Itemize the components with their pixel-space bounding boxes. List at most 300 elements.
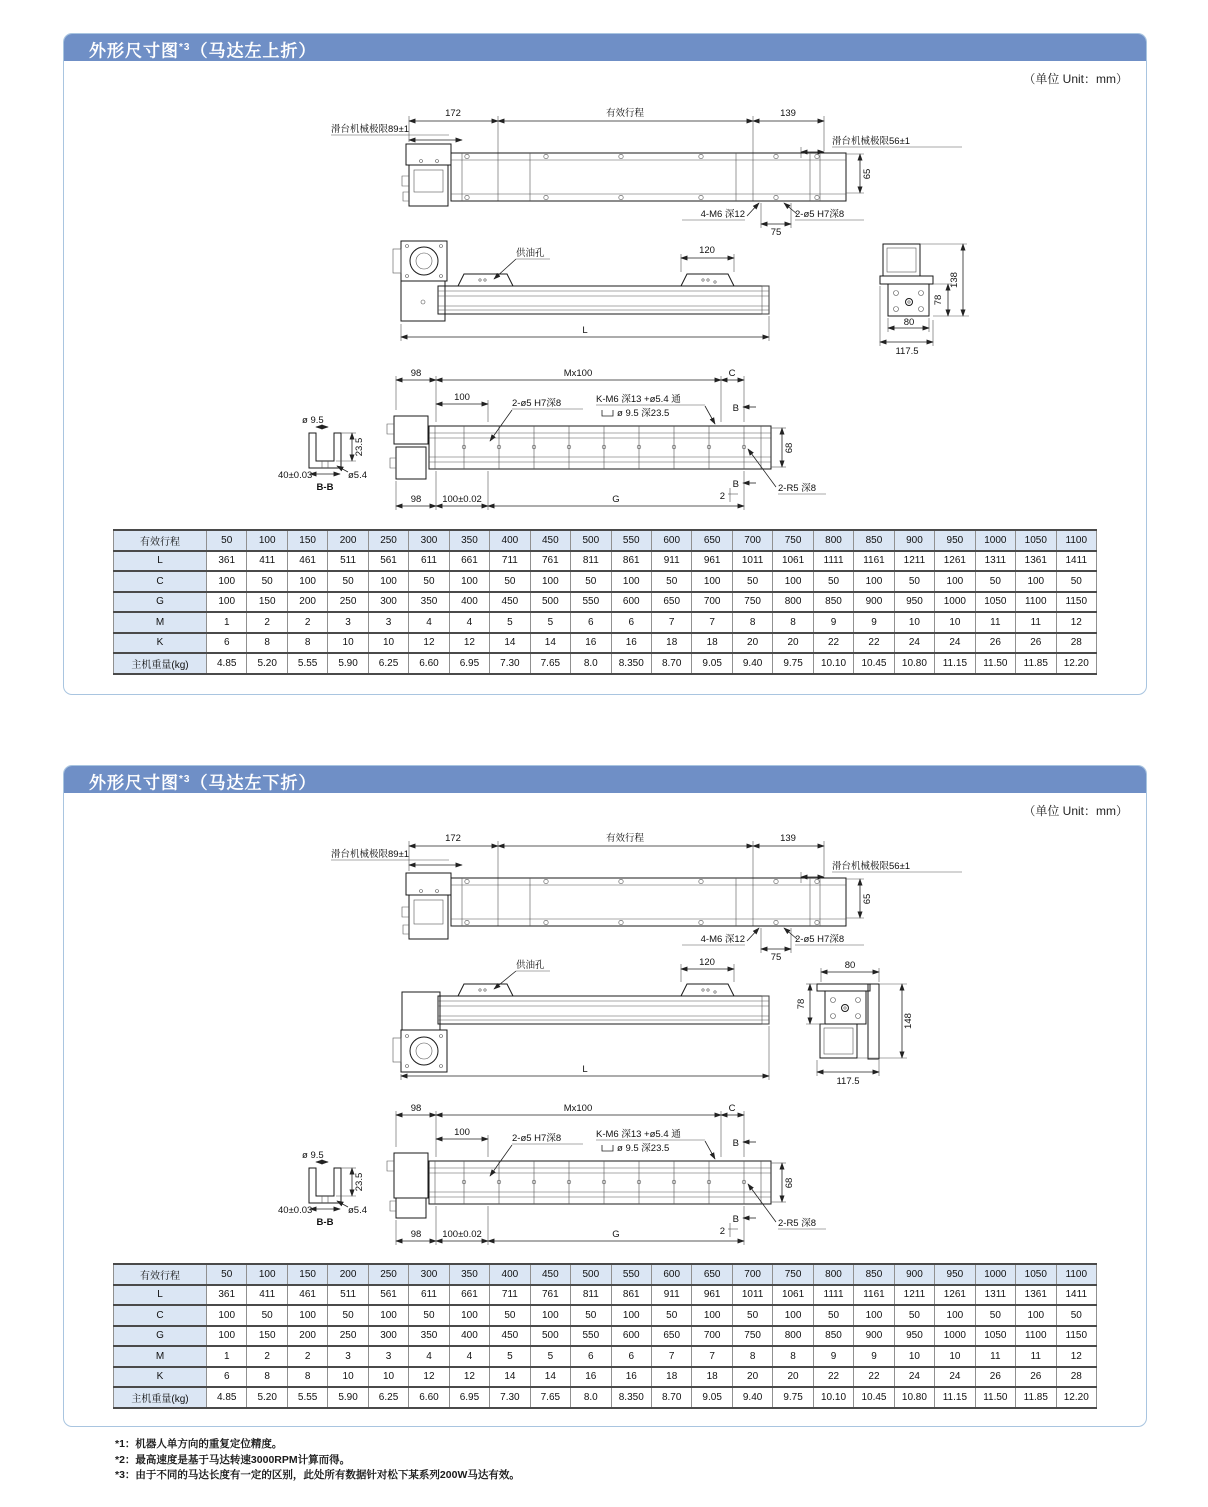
section-title [64, 34, 1146, 61]
footnote-1: *1：机器人单方向的重复定位精度。 [115, 1438, 283, 1450]
value-cell: 50 [571, 571, 611, 592]
stroke-value-cell: 850 [854, 1264, 894, 1285]
stroke-value-cell: 950 [935, 530, 975, 551]
dimension-table-wrap [113, 529, 1097, 675]
value-cell: 8 [773, 1346, 813, 1367]
stroke-value-cell: 950 [935, 1264, 975, 1285]
rail-body [429, 1161, 771, 1204]
row-label-cell: 主机重量(kg) [114, 1387, 207, 1408]
label-km6: K-M6 深13 +ø5.4 通 [596, 394, 681, 405]
value-cell: 1100 [1016, 1326, 1056, 1347]
footnote-3: *3：由于不同的马达长度有一定的区别，此处所有数据针对松下某系列200W马达有效。 [115, 1469, 520, 1481]
rail-body [429, 426, 771, 469]
value-cell: 8 [287, 633, 327, 654]
value-cell: 50 [651, 571, 691, 592]
value-cell: 8.0 [571, 1387, 611, 1408]
value-cell: 6 [611, 1346, 651, 1367]
value-cell: 18 [651, 1367, 691, 1388]
value-cell: 14 [530, 1367, 570, 1388]
value-cell: 450 [490, 592, 530, 613]
value-cell: 50 [813, 571, 853, 592]
value-cell: 8.70 [651, 653, 691, 674]
value-cell: 14 [490, 633, 530, 654]
bottom-view-drawing [64, 366, 1146, 516]
section-title-variant: （马达左下折） [190, 773, 317, 793]
value-cell: 650 [651, 592, 691, 613]
value-cell: 10.80 [894, 653, 934, 674]
value-cell: 811 [571, 551, 611, 572]
dim-phi9-5: ø 9.5 [302, 1150, 324, 1161]
value-cell: 22 [813, 633, 853, 654]
unit-label: （单位 Unit：mm） [1023, 804, 1128, 818]
value-cell: 100 [1016, 571, 1056, 592]
dim-78: 78 [933, 294, 944, 306]
dim-139: 139 [780, 108, 796, 119]
value-cell: 561 [368, 551, 408, 572]
label-counterbore: ø 9.5 深23.5 [617, 408, 670, 419]
value-cell: 50 [247, 571, 287, 592]
dim-phi9-5: ø 9.5 [302, 415, 324, 426]
label-limit-left: 滑台机械极限89±1 [331, 849, 410, 860]
dim-80: 80 [903, 317, 915, 328]
dim-stroke: 有效行程 [605, 833, 645, 844]
value-cell: 711 [490, 1285, 530, 1306]
section-title-variant: （马达左上折） [190, 41, 317, 61]
stroke-value-cell: 750 [773, 1264, 813, 1285]
dim-148: 148 [903, 1013, 914, 1029]
stroke-value-cell: 500 [571, 530, 611, 551]
value-cell: 10 [328, 633, 368, 654]
value-cell: 1011 [732, 551, 772, 572]
bb-section-view [278, 1150, 367, 1228]
value-cell: 1061 [773, 551, 813, 572]
value-cell: 2 [247, 1346, 287, 1367]
label-2phi5: 2-ø5 H7深8 [512, 1133, 562, 1144]
stroke-value-cell: 350 [449, 530, 489, 551]
value-cell: 1411 [1056, 1285, 1096, 1306]
dim-G: G [612, 1229, 620, 1240]
value-cell: 7 [692, 1346, 732, 1367]
value-cell: 10 [935, 1346, 975, 1367]
value-cell: 9 [813, 612, 853, 633]
value-cell: 861 [611, 551, 651, 572]
dim-stroke: 有效行程 [605, 108, 645, 119]
dim-68: 68 [784, 442, 795, 454]
value-cell: 10.10 [813, 653, 853, 674]
dim-75: 75 [770, 227, 782, 236]
value-cell: 9.40 [732, 1387, 772, 1408]
dimension-lines [409, 116, 824, 201]
value-cell: 5 [490, 612, 530, 633]
label-2r5: 2-R5 深8 [778, 1218, 817, 1229]
value-cell: 611 [409, 1285, 449, 1306]
value-cell: 1211 [894, 551, 934, 572]
dim-68: 68 [784, 1177, 795, 1189]
dim-117-5: 117.5 [895, 346, 919, 356]
stroke-value-cell: 100 [247, 1264, 287, 1285]
value-cell: 50 [247, 1305, 287, 1326]
stroke-value-cell: 450 [530, 1264, 570, 1285]
value-cell: 20 [732, 633, 772, 654]
value-cell: 6 [207, 633, 247, 654]
stroke-value-cell: 850 [854, 530, 894, 551]
value-cell: 12 [1056, 612, 1096, 633]
rail-body [438, 984, 769, 1024]
row-label-cell: M [114, 612, 207, 633]
value-cell: 9 [813, 1346, 853, 1367]
value-cell: 1161 [854, 1285, 894, 1306]
label-limit-left: 滑台机械极限89±1 [331, 124, 410, 135]
row-label-cell: M [114, 1346, 207, 1367]
value-cell: 9.40 [732, 653, 772, 674]
value-cell: 1361 [1016, 551, 1056, 572]
stroke-value-cell: 1000 [975, 1264, 1015, 1285]
value-cell: 16 [611, 633, 651, 654]
value-cell: 361 [207, 551, 247, 572]
value-cell: 16 [571, 633, 611, 654]
dim-172: 172 [445, 108, 461, 119]
value-cell: 50 [571, 1305, 611, 1326]
bb-section-view [278, 415, 367, 493]
dim-65: 65 [862, 893, 873, 905]
dim-2: 2 [719, 491, 725, 502]
value-cell: 4 [449, 612, 489, 633]
value-cell: 100 [530, 571, 570, 592]
stroke-value-cell: 200 [328, 1264, 368, 1285]
row-label-cell: C [114, 1305, 207, 1326]
dimension-lines [396, 1111, 744, 1157]
value-cell: 16 [571, 1367, 611, 1388]
value-cell: 1261 [935, 1285, 975, 1306]
value-cell: 50 [328, 571, 368, 592]
value-cell: 7.30 [490, 653, 530, 674]
value-cell: 200 [287, 1326, 327, 1347]
value-cell: 11.85 [1016, 1387, 1056, 1408]
row-label-cell: C [114, 571, 207, 592]
stroke-value-cell: 900 [894, 530, 934, 551]
value-cell: 3 [368, 1346, 408, 1367]
dim-80: 80 [844, 960, 856, 971]
value-cell: 50 [490, 1305, 530, 1326]
stroke-value-cell: 100 [247, 530, 287, 551]
rail-body [438, 274, 769, 314]
value-cell: 24 [894, 1367, 934, 1388]
value-cell: 5.20 [247, 653, 287, 674]
value-cell: 10 [368, 633, 408, 654]
label-counterbore: ø 9.5 深23.5 [617, 1143, 670, 1154]
value-cell: 9.05 [692, 1387, 732, 1408]
value-cell: 24 [935, 633, 975, 654]
value-cell: 5 [530, 1346, 570, 1367]
value-cell: 100 [207, 1326, 247, 1347]
dim-phi5-4: ø5.4 [348, 470, 368, 481]
stroke-header-cell: 有效行程 [114, 1264, 207, 1285]
value-cell: 461 [287, 1285, 327, 1306]
value-cell: 26 [1016, 1367, 1056, 1388]
value-cell: 7.30 [490, 1387, 530, 1408]
dim-mx100: Mx100 [563, 1103, 593, 1114]
value-cell: 26 [1016, 633, 1056, 654]
value-cell: 600 [611, 592, 651, 613]
dim-65: 65 [862, 168, 873, 180]
end-view [817, 984, 879, 1059]
value-cell: 2 [247, 612, 287, 633]
value-cell: 400 [449, 592, 489, 613]
value-cell: 5.20 [247, 1387, 287, 1408]
value-cell: 3 [328, 1346, 368, 1367]
value-cell: 661 [449, 1285, 489, 1306]
value-cell: 1311 [975, 1285, 1015, 1306]
label-bb: B-B [316, 482, 334, 493]
top-view-drawing [64, 96, 1146, 236]
value-cell: 911 [651, 1285, 691, 1306]
value-cell: 24 [935, 1367, 975, 1388]
motor-block [402, 144, 451, 206]
motor-block [402, 873, 451, 939]
value-cell: 22 [813, 1367, 853, 1388]
row-label-cell: K [114, 633, 207, 654]
stroke-value-cell: 300 [409, 1264, 449, 1285]
value-cell: 100 [1016, 1305, 1056, 1326]
value-cell: 50 [328, 1305, 368, 1326]
value-cell: 9.05 [692, 653, 732, 674]
value-cell: 50 [894, 1305, 934, 1326]
stroke-value-cell: 1000 [975, 530, 1015, 551]
row-label-cell: K [114, 1367, 207, 1388]
value-cell: 8.350 [611, 653, 651, 674]
row-label-cell: 主机重量(kg) [114, 653, 207, 674]
dim-C: C [728, 368, 736, 379]
dim-40: 40±0.03 [278, 1205, 313, 1216]
stroke-value-cell: 400 [490, 1264, 530, 1285]
value-cell: 100 [207, 571, 247, 592]
dim-mx100: Mx100 [563, 368, 593, 379]
counterbore-icon [602, 410, 613, 416]
stroke-value-cell: 250 [368, 530, 408, 551]
value-cell: 50 [409, 1305, 449, 1326]
value-cell: 18 [692, 1367, 732, 1388]
label-oil-port: 供油孔 [516, 960, 545, 971]
value-cell: 100 [854, 571, 894, 592]
value-cell: 7 [692, 612, 732, 633]
value-cell: 1150 [1056, 1326, 1096, 1347]
stroke-value-cell: 300 [409, 530, 449, 551]
dim-40: 40±0.03 [278, 470, 313, 481]
side-view-drawing [64, 236, 1146, 356]
value-cell: 8 [732, 612, 772, 633]
value-cell: 8.0 [571, 653, 611, 674]
value-cell: 1311 [975, 551, 1015, 572]
value-cell: 50 [409, 571, 449, 592]
value-cell: 100 [368, 1305, 408, 1326]
value-cell: 11 [975, 1346, 1015, 1367]
table-row [114, 612, 1097, 633]
label-limit-right: 滑台机械极限56±1 [832, 136, 911, 147]
stroke-value-cell: 900 [894, 1264, 934, 1285]
value-cell: 850 [813, 592, 853, 613]
value-cell: 11 [975, 612, 1015, 633]
section-motor-up-left [63, 33, 1147, 695]
value-cell: 1411 [1056, 551, 1096, 572]
stroke-value-cell: 1050 [1016, 530, 1056, 551]
value-cell: 300 [368, 1326, 408, 1347]
value-cell: 511 [328, 551, 368, 572]
value-cell: 8 [247, 1367, 287, 1388]
value-cell: 1000 [935, 1326, 975, 1347]
value-cell: 661 [449, 551, 489, 572]
value-cell: 50 [975, 571, 1015, 592]
value-cell: 18 [651, 633, 691, 654]
value-cell: 100 [935, 571, 975, 592]
value-cell: 12 [409, 1367, 449, 1388]
motor-block [393, 241, 447, 321]
row-label-cell: G [114, 592, 207, 613]
value-cell: 6.60 [409, 1387, 449, 1408]
value-cell: 100 [207, 1305, 247, 1326]
section-arrow-b-bottom: B [732, 1214, 739, 1225]
value-cell: 50 [732, 1305, 772, 1326]
value-cell: 26 [975, 1367, 1015, 1388]
value-cell: 1 [207, 612, 247, 633]
value-cell: 8.350 [611, 1387, 651, 1408]
stroke-value-cell: 700 [732, 530, 772, 551]
value-cell: 811 [571, 1285, 611, 1306]
row-label-cell: L [114, 551, 207, 572]
value-cell: 14 [530, 633, 570, 654]
value-cell: 6 [571, 1346, 611, 1367]
value-cell: 300 [368, 592, 408, 613]
value-cell: 4 [409, 1346, 449, 1367]
dimension-table [113, 529, 1097, 675]
value-cell: 611 [409, 551, 449, 572]
value-cell: 7.65 [530, 1387, 570, 1408]
value-cell: 100 [611, 1305, 651, 1326]
value-cell: 961 [692, 1285, 732, 1306]
dim-G: G [612, 494, 620, 505]
value-cell: 5.90 [328, 653, 368, 674]
value-cell: 20 [732, 1367, 772, 1388]
section-motor-down-left [63, 765, 1147, 1427]
value-cell: 50 [490, 571, 530, 592]
value-cell: 461 [287, 551, 327, 572]
dim-75: 75 [770, 952, 782, 961]
rail-body [451, 878, 846, 926]
table-row [114, 592, 1097, 613]
value-cell: 1150 [1056, 592, 1096, 613]
stroke-value-cell: 700 [732, 1264, 772, 1285]
dim-120: 120 [699, 245, 715, 256]
value-cell: 411 [247, 551, 287, 572]
dim-phi5-4: ø5.4 [348, 1205, 368, 1216]
value-cell: 6.60 [409, 653, 449, 674]
stroke-value-cell: 150 [287, 530, 327, 551]
dim-120: 120 [699, 957, 715, 968]
table-row [114, 1346, 1097, 1367]
table-row [114, 1387, 1097, 1408]
value-cell: 14 [490, 1367, 530, 1388]
value-cell: 900 [854, 592, 894, 613]
value-cell: 100 [935, 1305, 975, 1326]
value-cell: 5.55 [287, 653, 327, 674]
value-cell: 7.65 [530, 653, 570, 674]
value-cell: 50 [1056, 1305, 1096, 1326]
value-cell: 4 [409, 612, 449, 633]
value-cell: 1161 [854, 551, 894, 572]
row-label-cell: L [114, 1285, 207, 1306]
label-km6: K-M6 深13 +ø5.4 通 [596, 1129, 681, 1140]
value-cell: 12 [449, 633, 489, 654]
value-cell: 9.75 [773, 653, 813, 674]
value-cell: 800 [773, 592, 813, 613]
value-cell: 350 [409, 1326, 449, 1347]
section-title [64, 766, 1146, 793]
value-cell: 7 [651, 1346, 691, 1367]
value-cell: 10.45 [854, 1387, 894, 1408]
value-cell: 2 [287, 612, 327, 633]
table-row [114, 1305, 1097, 1326]
value-cell: 20 [773, 1367, 813, 1388]
value-cell: 50 [894, 571, 934, 592]
stroke-value-cell: 500 [571, 1264, 611, 1285]
stroke-value-cell: 800 [813, 530, 853, 551]
value-cell: 1 [207, 1346, 247, 1367]
dim-23-5: 23.5 [354, 437, 365, 457]
dim-172: 172 [445, 833, 461, 844]
value-cell: 4.85 [207, 1387, 247, 1408]
value-cell: 10.80 [894, 1387, 934, 1408]
value-cell: 22 [854, 1367, 894, 1388]
stroke-value-cell: 250 [368, 1264, 408, 1285]
table-row [114, 633, 1097, 654]
value-cell: 10 [894, 1346, 934, 1367]
table-header-row [114, 530, 1097, 551]
stroke-value-cell: 150 [287, 1264, 327, 1285]
dim-100-tol: 100±0.02 [442, 1229, 482, 1240]
value-cell: 8 [732, 1346, 772, 1367]
stroke-value-cell: 650 [692, 1264, 732, 1285]
value-cell: 5 [530, 612, 570, 633]
stroke-value-cell: 50 [207, 530, 247, 551]
footnote-2: *2：最高速度是基于马达转速3000RPM计算而得。 [115, 1453, 351, 1466]
label-oil-port: 供油孔 [516, 248, 545, 259]
value-cell: 9.75 [773, 1387, 813, 1408]
counterbore-icon [602, 1145, 613, 1151]
section-title-footnote-ref: *3 [179, 774, 191, 785]
value-cell: 100 [692, 571, 732, 592]
value-cell: 950 [894, 592, 934, 613]
value-cell: 100 [449, 1305, 489, 1326]
dim-100: 100 [454, 392, 470, 403]
value-cell: 1050 [975, 592, 1015, 613]
stroke-value-cell: 400 [490, 530, 530, 551]
dim-23-5: 23.5 [354, 1172, 365, 1192]
value-cell: 100 [287, 571, 327, 592]
value-cell: 1261 [935, 551, 975, 572]
value-cell: 950 [894, 1326, 934, 1347]
value-cell: 900 [854, 1326, 894, 1347]
value-cell: 200 [287, 592, 327, 613]
value-cell: 11 [1016, 612, 1056, 633]
value-cell: 100 [692, 1305, 732, 1326]
value-cell: 12.20 [1056, 1387, 1096, 1408]
value-cell: 1050 [975, 1326, 1015, 1347]
value-cell: 361 [207, 1285, 247, 1306]
dim-138: 138 [949, 272, 960, 288]
value-cell: 100 [530, 1305, 570, 1326]
value-cell: 1011 [732, 1285, 772, 1306]
unit-label: （单位 Unit：mm） [1023, 72, 1128, 86]
value-cell: 5.55 [287, 1387, 327, 1408]
